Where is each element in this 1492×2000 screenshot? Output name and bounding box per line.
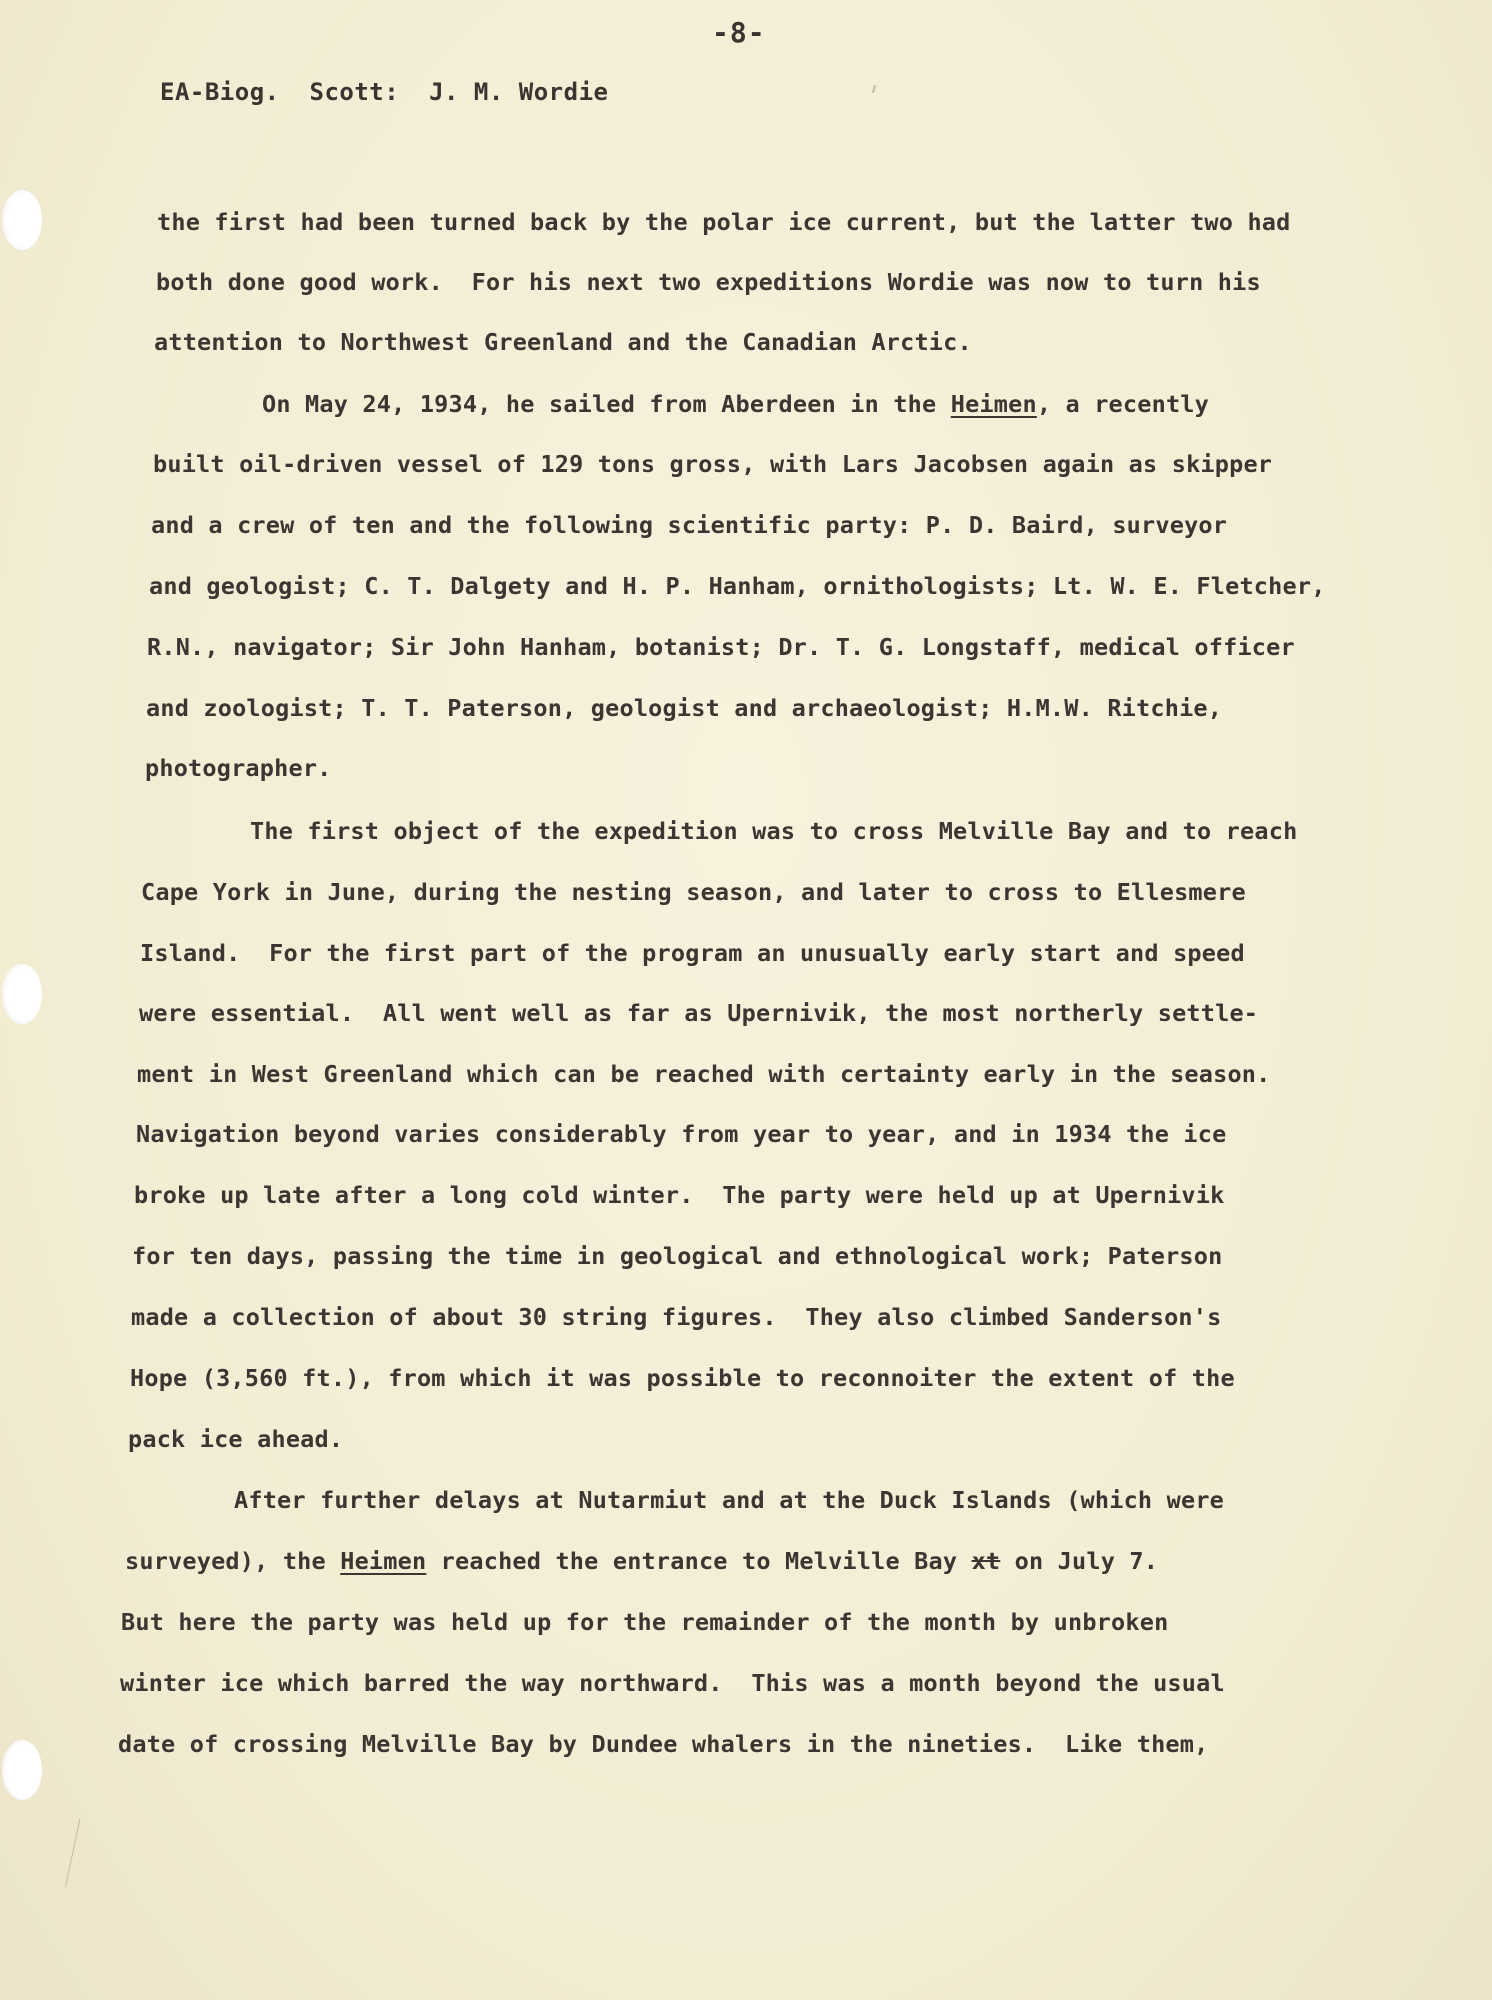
text-segment: surveyed), the — [125, 1547, 341, 1575]
text-line: date of crossing Melville Bay by Dundee whalers in the nineties. Like them, — [118, 1730, 1209, 1758]
text-line: Navigation beyond varies considerably from year to year, and in 1934 the ice — [136, 1120, 1227, 1148]
text-line: built oil-driven vessel of 129 tons gross, with Lars Jacobsen again as skipper — [153, 450, 1273, 478]
document-header: EA-Biog. Scott: J. M. Wordie — [160, 78, 609, 106]
text-line: ment in West Greenland which can be reached with certainty early in the season. — [137, 1060, 1271, 1088]
text-line — [262, 390, 1209, 418]
text-line: photographer. — [145, 754, 332, 782]
punch-hole-top — [2, 190, 42, 250]
punch-hole-middle — [2, 964, 42, 1024]
text-segment: On May 24, 1934, he sailed from Aberdeen in the — [262, 390, 951, 418]
text-line: for ten days, passing the time in geological and ethnological work; Paterson — [132, 1242, 1223, 1270]
text-line: were essential. All went well as far as Upernivik, the most northerly settle- — [139, 999, 1259, 1027]
text-line: After further delays at Nutarmiut and at the Duck Islands (which were — [234, 1486, 1225, 1514]
text-line: attention to Northwest Greenland and the Canadian Arctic. — [154, 328, 972, 356]
text-line: R.N., navigator; Sir John Hanham, botanist; Dr. T. G. Longstaff, medical officer — [147, 633, 1295, 661]
text-line: made a collection of about 30 string figures. They also climbed Sanderson's — [131, 1303, 1222, 1331]
ship-name-underlined: Heimen — [950, 390, 1037, 418]
text-line: Hope (3,560 ft.), from which it was possible to reconnoiter the extent of the — [130, 1364, 1235, 1392]
page-number: -8- — [712, 16, 766, 49]
text-line: But here the party was held up for the remainder of the month by unbroken — [121, 1608, 1169, 1636]
text-line: pack ice ahead. — [128, 1425, 344, 1453]
ship-name-underlined: Heimen — [340, 1547, 427, 1575]
text-line: both done good work. For his next two expeditions Wordie was now to turn his — [156, 268, 1261, 296]
text-segment: on July 7. — [1000, 1547, 1159, 1575]
stray-mark — [872, 85, 876, 93]
pencil-mark — [65, 1818, 102, 1891]
text-line: Cape York in June, during the nesting season, and later to cross to Ellesmere — [141, 878, 1246, 906]
text-line: winter ice which barred the way northward. This was a month beyond the usual — [120, 1669, 1225, 1697]
struck-out-text: xt — [971, 1547, 1001, 1575]
text-line: and geologist; C. T. Dalgety and H. P. Hanham, ornithologists; Lt. W. E. Fletcher, — [149, 572, 1326, 600]
text-segment: reached the entrance to Melville Bay — [426, 1547, 972, 1575]
text-line: The first object of the expedition was to cross Melville Bay and to reach — [250, 817, 1298, 845]
text-line — [125, 1547, 1158, 1575]
text-line: and zoologist; T. T. Paterson, geologist and archaeologist; H.M.W. Ritchie, — [146, 694, 1223, 722]
text-line: and a crew of ten and the following scientific party: P. D. Baird, surveyor — [151, 511, 1228, 539]
text-line: Island. For the first part of the program an unusually early start and speed — [140, 939, 1245, 967]
text-segment: , a recently — [1036, 390, 1209, 418]
punch-hole-bottom — [2, 1740, 42, 1800]
text-line: the first had been turned back by the polar ice current, but the latter two had — [157, 208, 1291, 236]
text-line: broke up late after a long cold winter. The party were held up at Upernivik — [134, 1181, 1225, 1209]
